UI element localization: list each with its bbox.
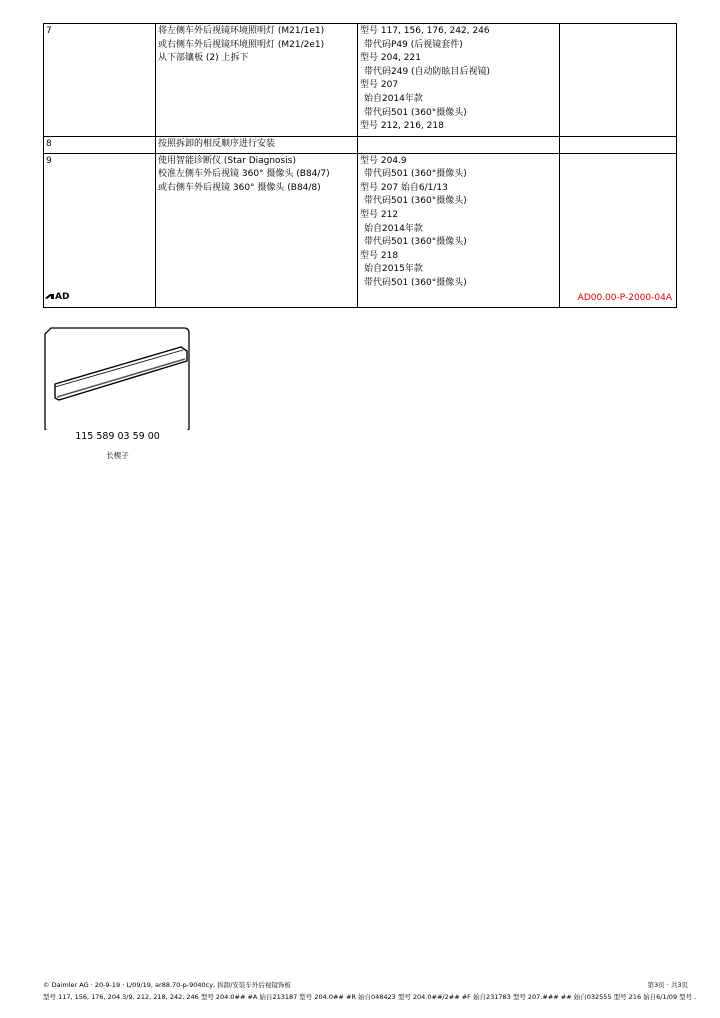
step-action — [156, 153, 358, 307]
reference-link[interactable]: AD00.00-P-2000-04A — [577, 293, 672, 303]
tool-name: 长楔子 — [106, 451, 129, 460]
model-line: 型号 218 — [360, 250, 399, 261]
procedure-table — [43, 23, 677, 308]
step-number: 7 — [44, 24, 156, 137]
action-line: 按照拆卸的相反顺序进行安装 — [158, 139, 276, 149]
model-line: 型号 212 — [360, 209, 399, 220]
action-line: 将左侧车外后视镜环境照明灯 (M21/1e1) — [158, 26, 325, 36]
action-line: 或右侧车外后视镜 360° 摄像头 (B84/8) — [158, 182, 321, 193]
action-line: 使用智能诊断仪 (Star Diagnosis) — [158, 155, 296, 166]
model-line: 型号 212, 216, 218 — [360, 121, 444, 132]
step-number — [44, 153, 156, 307]
model-line: 带代码501 (360°摄像头) — [364, 196, 467, 207]
model-line: 带代码P49 (后视镜套件) — [364, 39, 463, 50]
model-line: 型号 204, 221 — [360, 53, 421, 64]
step-action — [156, 24, 358, 137]
table-row-step-9 — [44, 153, 677, 307]
model-applicability — [358, 24, 560, 137]
model-line: 型号 207 始自6/1/13 — [360, 182, 448, 193]
model-line: 带代码501 (360°摄像头) — [364, 237, 467, 248]
action-line: 或右侧车外后视镜环境照明灯 (M21/2e1) — [158, 39, 325, 50]
model-applicability — [358, 137, 560, 154]
footer-copyright — [43, 981, 688, 989]
model-line: 始自2014年款 — [364, 223, 423, 234]
wrench-icon — [45, 293, 55, 300]
model-line: 带代码501 (360°摄像头) — [364, 107, 467, 118]
model-line: 型号 207 — [360, 80, 399, 91]
model-line: 始自2014年款 — [364, 93, 423, 104]
footer-model-list: 型号 117, 156, 176, 204.3/9, 212, 218, 242, 246 型号 204.0## #A 始自213187 型号 204.0## #R 始自048423 型号 204.0##/2## #F 始自231783 型号 207.### ## 始自032555 型号 216 始自6/1/09 型号 . — [43, 993, 697, 1001]
model-line: 型号 117, 156, 176, 242, 246 — [360, 26, 490, 36]
reference-cell — [560, 137, 677, 154]
action-line: 从下部镶板 (2) 上拆下 — [158, 53, 249, 64]
step-number: 8 — [44, 137, 156, 154]
ad-mark — [45, 291, 69, 305]
model-line: 带代码249 (自动防眩目后视镜) — [364, 66, 491, 77]
table-row-step-7 — [44, 24, 677, 137]
page-number: 第3页 · 共3页 — [647, 981, 688, 989]
table-row-step-8 — [44, 137, 677, 154]
tool-illustration — [43, 325, 192, 442]
reference-cell — [560, 24, 677, 137]
model-line: 带代码501 (360°摄像头) — [364, 169, 467, 180]
long-wedge-icon — [43, 325, 192, 442]
ad-mark-text: AD — [55, 292, 70, 302]
step-number-text: 9 — [46, 155, 52, 166]
tool-part-number: 115 589 03 59 00 — [43, 430, 192, 444]
model-line: 带代码501 (360°摄像头) — [364, 277, 467, 288]
model-applicability — [358, 153, 560, 307]
model-line: 型号 204.9 — [360, 155, 407, 166]
reference-cell — [560, 153, 677, 307]
footer-document-info: © Daimler AG · 20-9-19 · L/09/19, ar88.70-p-9040cy, 拆卸/安装车外后视镜饰板 — [43, 981, 291, 989]
step-action — [156, 137, 358, 154]
action-line: 校准左侧车外后视镜 360° 摄像头 (B84/7) — [158, 169, 330, 180]
model-line: 始自2015年款 — [364, 264, 423, 275]
